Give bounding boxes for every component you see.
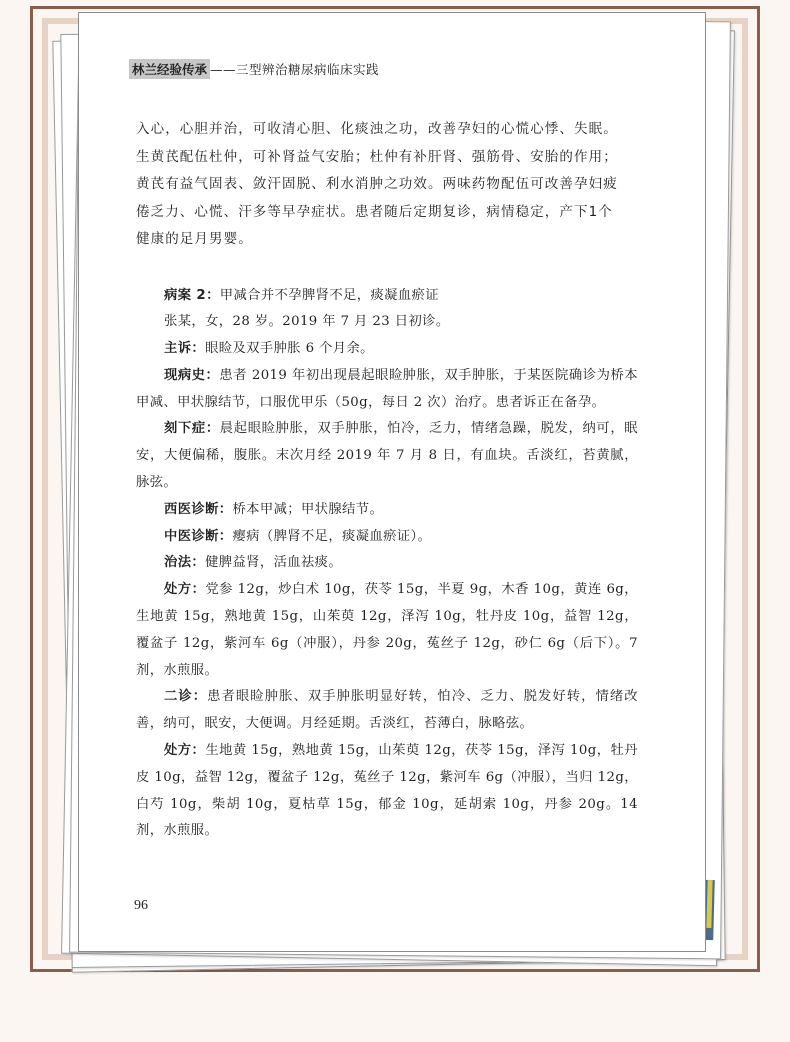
tcm-dx-text: 瘿病（脾肾不足，痰凝血瘀证）。 (232, 528, 432, 544)
prescription-1 (136, 577, 638, 684)
history-label: 现病史： (164, 367, 220, 383)
book-subtitle: ——三型辨治糖尿病临床实践 (210, 62, 380, 77)
complaint-label: 主诉： (164, 341, 206, 357)
intro-line: 倦乏力、心慌、汗多等早孕症状。患者随后定期复诊，病情稳定，产下1个 (136, 203, 613, 220)
book-page (78, 12, 706, 952)
present-history (136, 363, 638, 417)
prescription-2 (136, 738, 638, 845)
tcm-diagnosis (136, 524, 638, 551)
intro-paragraph (136, 116, 638, 254)
book-title: 林兰经验传承 (129, 59, 210, 79)
treatment-text: 健脾益肾，活血祛痰。 (205, 555, 343, 571)
rx1-text: 党参 12g，炒白术 10g，茯苓 15g，半夏 9g，木香 10g，黄连 6g，生地黄 15g，熟地黄 15g，山茱萸 12g，泽泻 10g，牡丹皮 10g，益智 12g，覆盆子 12g，紫河车 6g（冲服），丹参 20g，菟丝子 12g，砂仁 6g（后下）。7 剂，水煎服。 (136, 582, 639, 678)
west-dx-label: 西医诊断： (164, 501, 233, 517)
case-heading (136, 283, 638, 310)
rx1-label: 处方： (164, 582, 206, 598)
west-dx-text: 桥本甲减；甲状腺结节。 (232, 501, 384, 517)
intro-line: 生黄芪配伍杜仲，可补肾益气安胎；杜仲有补肝肾、强筋骨、安胎的作用； (136, 148, 618, 165)
page-number: 96 (134, 898, 148, 913)
symptoms-text: 晨起眼睑肿胀，双手肿胀，怕冷，乏力，情绪急躁，脱发，纳可，眠安，大便偏稀，腹胀。末次月经 2019 年 7 月 8 日，有血块。舌淡红，苔黄腻，脉弦。 (136, 421, 638, 491)
case-section (136, 283, 638, 846)
rx2-label: 处方： (164, 743, 206, 759)
page-content (136, 116, 638, 845)
intro-line: 健康的足月男婴。 (136, 231, 253, 247)
treatment-label: 治法： (164, 555, 206, 571)
intro-line: 入心，心胆并治，可收清心胆、化痰浊之功，改善孕妇的心慌心悸、失眠。 (136, 121, 618, 137)
second-visit (136, 684, 638, 738)
western-diagnosis (136, 497, 638, 524)
tcm-dx-label: 中医诊断： (164, 528, 233, 544)
treatment-method (136, 550, 638, 577)
history-text: 患者 2019 年初出现晨起眼睑肿胀，双手肿胀，于某医院确诊为桥本甲减、甲状腺结节，口服优甲乐（50g，每日 2 次）治疗。患者诉正在备孕。 (136, 367, 638, 410)
complaint-text: 眼睑及双手肿胀 6 个月余。 (205, 341, 374, 357)
case-heading-text: 甲减合并不孕脾肾不足，痰凝血瘀证 (219, 287, 439, 303)
rx2-text: 生地黄 15g，熟地黄 15g，山茱萸 12g，茯苓 15g，泽泻 10g，牡丹皮 10g，益智 12g，覆盆子 12g，菟丝子 12g，紫河车 6g（冲服），当归 12g，白芍 10g，柴胡 10g，夏枯草 15g，郁金 10g，延胡索 10g，丹参 20g。14 剂，水煎服。 (136, 743, 638, 839)
running-head (129, 59, 379, 79)
chief-complaint (136, 336, 638, 363)
visit2-text: 患者眼睑肿胀、双手肿胀明显好转，怕冷、乏力、脱发好转，情绪改善，纳可，眠安，大便调。月经延期。舌淡红，苔薄白，脉略弦。 (136, 689, 638, 732)
symptoms-label: 刻下症： (164, 421, 220, 437)
case-heading-label: 病案 2： (164, 287, 220, 303)
visit2-label: 二诊： (164, 689, 208, 705)
intro-line: 黄芪有益气固表、敛汗固脱、利水消肿之功效。两味药物配伍可改善孕妇疲 (136, 176, 618, 192)
patient-info: 张某，女，28 岁。2019 年 7 月 23 日初诊。 (164, 314, 450, 330)
current-symptoms (136, 416, 638, 496)
